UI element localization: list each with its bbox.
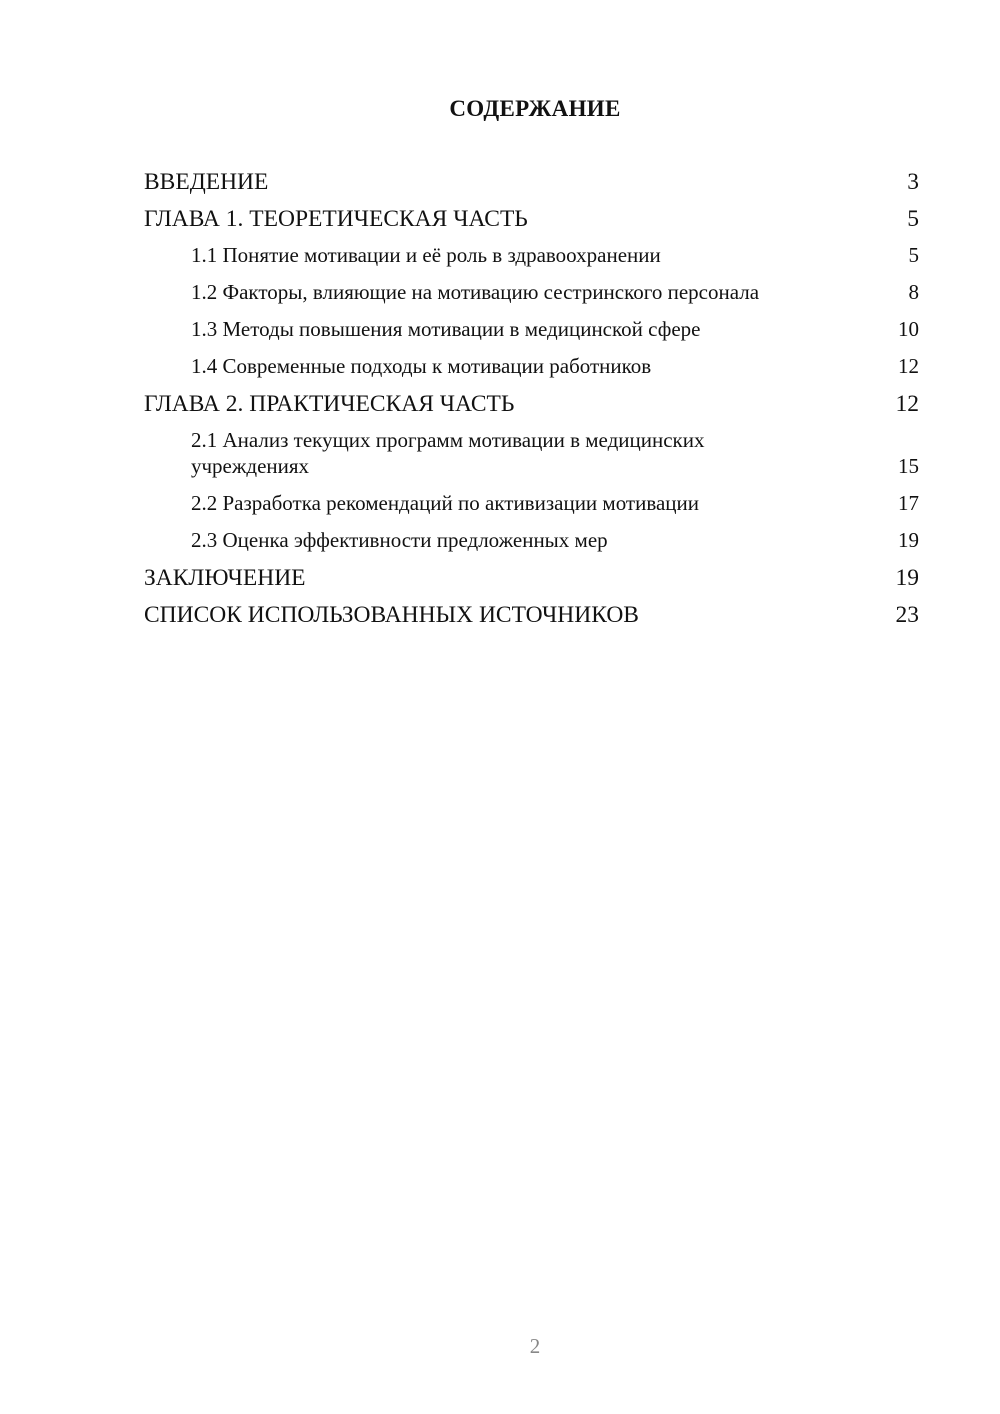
toc-entry-page: 19: [898, 528, 919, 552]
toc-entry-page: 15: [898, 454, 919, 478]
page-title: СОДЕРЖАНИЕ: [449, 96, 621, 121]
toc-entry-page: 12: [898, 354, 919, 378]
toc-entry-page: 12: [895, 391, 919, 417]
toc-entry-section-1-4: [144, 353, 919, 379]
toc-entry-page: 3: [907, 169, 919, 195]
toc-entry-text: 1.1 Понятие мотивации и её роль в здравоохранении: [191, 243, 661, 267]
toc-entry-section-2-1: [144, 427, 919, 479]
toc-entry-text: 2.2 Разработка рекомендаций по активизации мотивации: [191, 491, 700, 515]
toc-entry-page: 10: [898, 317, 919, 341]
toc-entry-text: ГЛАВА 1. ТЕОРЕТИЧЕСКАЯ ЧАСТЬ: [144, 206, 528, 232]
toc-entry-text: 1.4 Современные подходы к мотивации работников: [191, 354, 652, 378]
toc-entry-introduction: [144, 168, 919, 197]
toc-entry-page: 8: [908, 280, 919, 304]
toc-entry-text: 2.1 Анализ текущих программ мотивации в медицинских учреждениях: [191, 428, 705, 478]
toc-entry-text: ВВЕДЕНИЕ: [144, 169, 269, 195]
toc-entry-page: 23: [895, 602, 919, 628]
toc-entry-page: 19: [895, 565, 919, 591]
toc-entry-references: [144, 601, 919, 630]
toc-entry-page: 5: [907, 206, 919, 232]
page-number: 2: [529, 1334, 541, 1358]
toc-entry-section-2-2: [144, 490, 919, 516]
toc-entry-section-1-3: [144, 316, 919, 342]
toc-entry-chapter-1: [144, 205, 919, 234]
toc-entry-section-2-3: [144, 527, 919, 553]
toc-entry-conclusion: [144, 564, 919, 593]
toc-entry-text: 1.2 Факторы, влияющие на мотивацию сестринского персонала: [191, 280, 760, 304]
toc-entry-text: СПИСОК ИСПОЛЬЗОВАННЫХ ИСТОЧНИКОВ: [144, 602, 639, 628]
toc-entry-page: 17: [898, 491, 919, 515]
toc-entry-page: 5: [908, 243, 919, 267]
toc-entry-chapter-2: [144, 390, 919, 419]
toc-entry-text: 2.3 Оценка эффективности предложенных мер: [191, 528, 608, 552]
toc-entry-section-1-1: [144, 242, 919, 268]
table-of-contents: [144, 168, 919, 638]
toc-entry-text: 1.3 Методы повышения мотивации в медицинской сфере: [191, 317, 701, 341]
toc-entry-text: ЗАКЛЮЧЕНИЕ: [144, 565, 306, 591]
toc-entry-text: ГЛАВА 2. ПРАКТИЧЕСКАЯ ЧАСТЬ: [144, 391, 515, 417]
toc-entry-section-1-2: [144, 279, 919, 305]
